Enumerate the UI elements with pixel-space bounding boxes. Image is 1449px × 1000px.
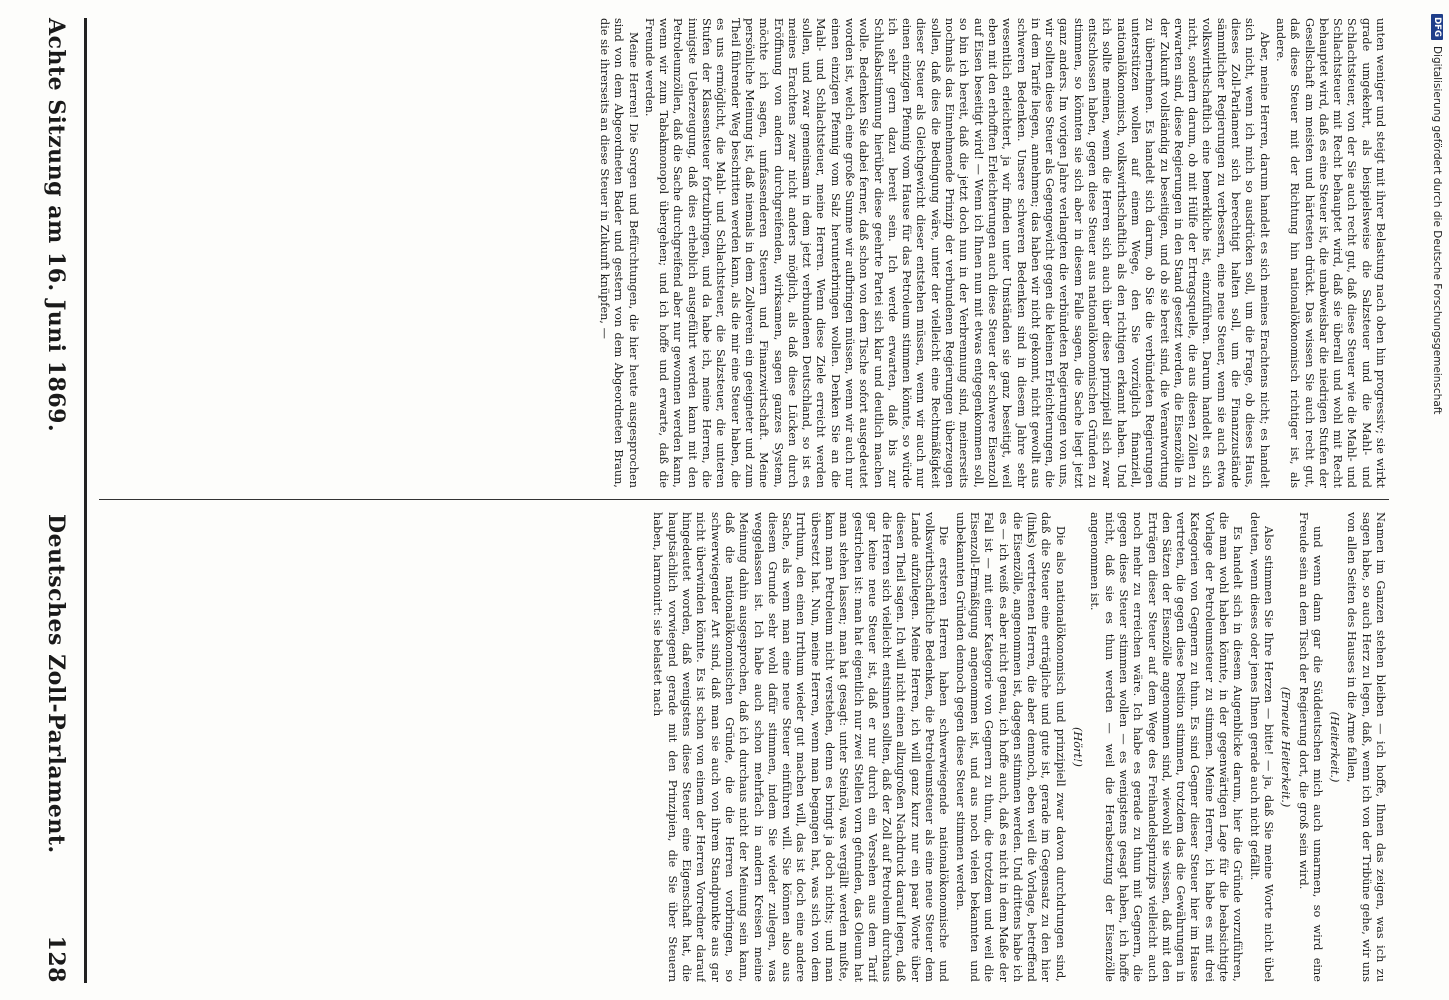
dfg-logo: DFG xyxy=(1431,14,1443,40)
column-divider xyxy=(99,499,1389,500)
header-rule xyxy=(84,18,87,983)
paragraph: und wenn dann gar die Süddeutschen mich auch umarmen, so wird eine Freude sein an dem Tisch der Regierung dort, die groß sein wird. xyxy=(1296,512,1324,982)
paragraph: Also stimmen Sie Ihre Herzen — bitte! — ja, daß Sie meine Worte nicht übel deuten, wenn dieses oder jenes Ihnen gerade auch nicht gefällt. xyxy=(1247,512,1275,982)
paragraph: Die ersteren Herren haben schwerwiegende nationalökonomische und volkswirthschaftliche Bedenken, die Petroleumsteuer als eine neue Steuer dem Lande aufzulegen. Meine Herren, ich will ganz kurz nur ein paar Worte über diesen Theil sagen. Ich will nicht einen allzugroßen Nachdruck darauf legen, daß die Herren sich vielleicht entsinnen sollten, daß der Zoll auf Petroleum durchaus gar keine neue Steuer ist, daß er nur durch ein Versehen aus dem Tarif gestrichen ist: man hat eigentlich nur zwei Stellen vorn gefunden, das Oleum hat man stehen lassen; man hat gesagt: unter Steinöl, was vergällt werden mußte, kann man Petroleum nicht verstehen, denn es bringt ja doch nichts; und man übersetzt hat. Nun, meine Herren, wenn man begangen hat, was sich von dem Irrthum, den einen Irrthum wieder gut machen will, das ist doch eine andere Sache, als wenn man eine neue Steuer einführen will. Sie können also aus diesem Grunde sehr wohl dafür stimmen, indem Sie wieder zulegen, was weggelassen ist. Ich habe auch schon mehrfach in andern Kreisen meine Meinung dahin ausgesprochen, daß ich durchaus nicht der Meinung sein kann, daß die nationalökonomischen Gründe, die die Herren vorbringen, so schwerwiegender Art sind, daß man sie auch von ihrem Standpunkte aus gar nicht überwinden könnte. Es ist schon von einem der Herren Vorredner darauf hingedeutet worden, daß wenigstens diese Steuer eine Eigenschaft hat, die hauptsächlich vorwiegend gerade mit den Prinzipien, die Sie über Steuern haben, harmonirt: sie belastet nach xyxy=(651,512,951,982)
column-right xyxy=(97,512,1387,982)
interjection: (Heiterkeit.) xyxy=(1328,711,1342,783)
running-head xyxy=(43,18,77,983)
column-left xyxy=(97,18,1387,488)
paragraph: Namen im Ganzen stehen bleiben — ich hoffe, Ihnen das zeigen, was ich zu sagen habe, so auch Herz zu legen, daß, wenn ich von der Tribüne gehe, wir uns von allen Seiten des Hauses in die Arme fallen, xyxy=(1345,512,1387,982)
paragraph: unten weniger und steigt mit ihrer Belastung nach oben hin progressiv; sie wirkt grade umgekehrt, als beispielsweise die Salzsteuer und die Mahl- und Schlachtsteuer, von der Sie auch recht gut, daß diese Steuer wie die Mahl- und Schlachtsteuer mit Recht behauptet wird, daß sie überall und wohl mit Recht behauptet wird, daß es eine Steuer ist, die unabweisbar die niedrigen Stufen der Gesellschaft am meisten und härtesten drückt. Das wissen Sie auch recht gut, daß diese Steuer mit der Richtung hin nationalökonomisch richtiger ist, als andere. xyxy=(1273,18,1387,488)
paragraph: Es handelt sich in diesem Augenblicke darum, hier die Gründe vorzuführen, die man wohl haben könnte, in der gegenwärtigen Lage für die beabsichtigte Vorlage der Petroleumsteuer zu stimmen. Meine Herren, ich habe es mit drei Kategorien von Gegnern zu thun. Es sind Gegner dieser Steuer hier im Hause vertreten, die gegen diese Position stimmen, trotzdem das die Gewährungen in den Sätzen der Eisenzölle angenommen sind, wiewohl sie wissen, daß mit den Erträgen dieser Steuer auf dem Wege des Freihandelsprinzips vielleicht auch noch mehr zu erreichen wäre. Ich habe es gerade zu thun mit Gegnern, die gegen diese Steuer stimmen wollen — es wenigstens gesagt haben, ich hoffe nicht, daß sie es thun werden — weil die Herabsetzung der Eisenzölle angenommen ist. xyxy=(1088,512,1245,982)
digitization-credit xyxy=(1431,14,1443,414)
publication-title: Deutsches Zoll-Parlament. xyxy=(43,514,69,854)
paragraph: Meine Herren! Die Sorgen und Befürchtungen, die hier heute ausgesprochen sind von dem Abgeordneten Bader und gestern von dem Abgeordneten Braun, die sie ihrerseits an diese Steuer in Zukunft knüpfen, — xyxy=(597,18,640,488)
interjection: (Erneute Heiterkeit.) xyxy=(1279,686,1293,808)
session-title: Achte Sitzung am 16. Juni 1869. xyxy=(43,18,69,433)
interjection: (Hört!) xyxy=(1071,727,1085,767)
digitization-credit-text: Digitalisierung gefördert durch die Deutsche Forschungsgemeinschaft xyxy=(1431,46,1443,415)
paragraph: Die also nationalökonomisch und prinzipiell zwar davon durchdrungen sind, daß die Steuer eine erträgliche und gute ist, gerade im Gegensatz zu den hier (links) vertretenen Herren, die aber dennoch, eben weil die Vorlage, betreffend die Eisenzölle, angenommen ist, dagegen stimmen werden. Und drittens habe ich es — ich weiß es aber nicht genau, ich hoffe auch, daß es nicht in dem Maße der Fall ist — mit einer Kategorie von Gegnern zu thun, die trotzdem und weil die Eisenzoll-Ermäßigung angenommen ist, und aus noch vielen bekannten und unbekannten Gründen dennoch gegen diese Steuer stimmen werden. xyxy=(953,512,1067,982)
paragraph: Aber, meine Herren, darum handelt es sich meines Erachtens nicht; es handelt sich nicht, wenn ich mich so ausdrücken soll, um die Frage, ob dieses Haus, dieses Zoll-Parlament sich berechtigt halten soll, um die Finanzzustände sämmtlicher Regierungen zu verbessern, eine neue Steuer, wenn sie auch etwa volkswirthschaftlich eine bemerkliche ist, einzuführen. Darum handelt es sich nicht, sondern darum, ob mit Hülfe der Ertragsquelle, die aus diesen Zöllen zu erwarten sind, diese Regierungen in den Stand gesetzt werden, die Eisenzölle in der Zukunft vollständig zu beseitigen, und ob sie bereit sind, die Verantwortung zu übernehmen. Es handelt sich darum, ob Sie die verbündeten Regierungen unterstützen wollen auf einem Wege, den Sie vorzüglich finanziell, nationalökonomisch, volkswirthschaftlich als den richtigen erkannt haben. Und ich sollte meinen, wenn die Herren sich auch über diese prinzipiell sich zwar entschlossen haben, gegen diese Steuer aus nationalökonomischen Gründen zu stimmen, so könnten sie sich aber in diesem Falle sagen, die Sache liegt jetzt ganz anders. Im vorigen Jahre verlangten die verbündeten Regierungen von uns, wir sollten diese Steuer als Gegengewicht gegen die kleinen Erleichterungen, die in dem Tarife liegen, annehmen; das haben wir nicht gekonnt, nicht gewollt aus schweren Bedenken. Unsere schweren Bedenken sind in diesem Jahre sehr wesentlich erleichtert, ja wir finden unter Umständen sie ganz beseitigt, weil eben mit den erhofften Erleichterungen auch diese Steuer der schwere Eisenzoll auf Eisen beseitigt wird! — Wenn ich Ihnen nun mit etwas entgegenkommen soll, so bin ich bereit, daß die jetzt doch nun in der Verbrennung sind, meinerseits nochmals das Einnehmende Prinzip der verbundenen Regierungen überzeugen sollen, daß dies die Bedingung wäre, unter der vielleicht eine Rechtmäßigkeit dieser Steuer als Gleichgewicht dieser entstehen müssen, wenn wir auch nur einen einzigen Pfennig vom Hause für das Petroleum stimmen könnte, so würde ich sehr gern dazu bereit sein. Ich werde erwarten, daß bis zur Schlußabstimmung hierüber diese geehrte Partei sich klar und deutlich machen wolle. Bedenken Sie dabei ferner, daß schon von dem Tische sofort ausgedeutet worden ist, welch eine große Summe wir aufbringen müssen, wenn wir auch nur einen einzigen Pfennig vom Salz herunterbringen wollen. Denken Sie an die Mahl- und Schlachtsteuer, meine Herren. Wenn diese Ziele erreicht werden sollen, und zwar gemeinsam in dem jetzt verbundenen Deutschland, so ist es meines Erachtens zwar nicht anders möglich, als daß diese Lücken durch Eröffnung von andern durchgreifenden, wirksamen, sagen ganzes System, möchte ich sagen, umfassenderen Steuern und Finanzwirtschaft. Meine persönliche Meinung ist, daß niemals in dem Zollverein ein geeigneter und zum Theil führender Weg beschritten werden kann, als die mir eine Steuer haben, die es uns ermöglicht, die Mahl- und Schlachtsteuer, die Salzsteuer, die unteren Stufen der Klassensteuer fortzubringen, und da habe ich, meine Herren, die innigste Ueberzeugung, daß dies erheblich ausgeführt werden kann mit den Petroleumzöllen, daß die Sache durchgreifend aber nur gewonnen werden kann, wenn wir zum Tabakmonopol übergehen; und ich hoffe und erwarte, daß die Freunde werden. xyxy=(642,18,1271,488)
page-number: 128 xyxy=(43,935,69,983)
